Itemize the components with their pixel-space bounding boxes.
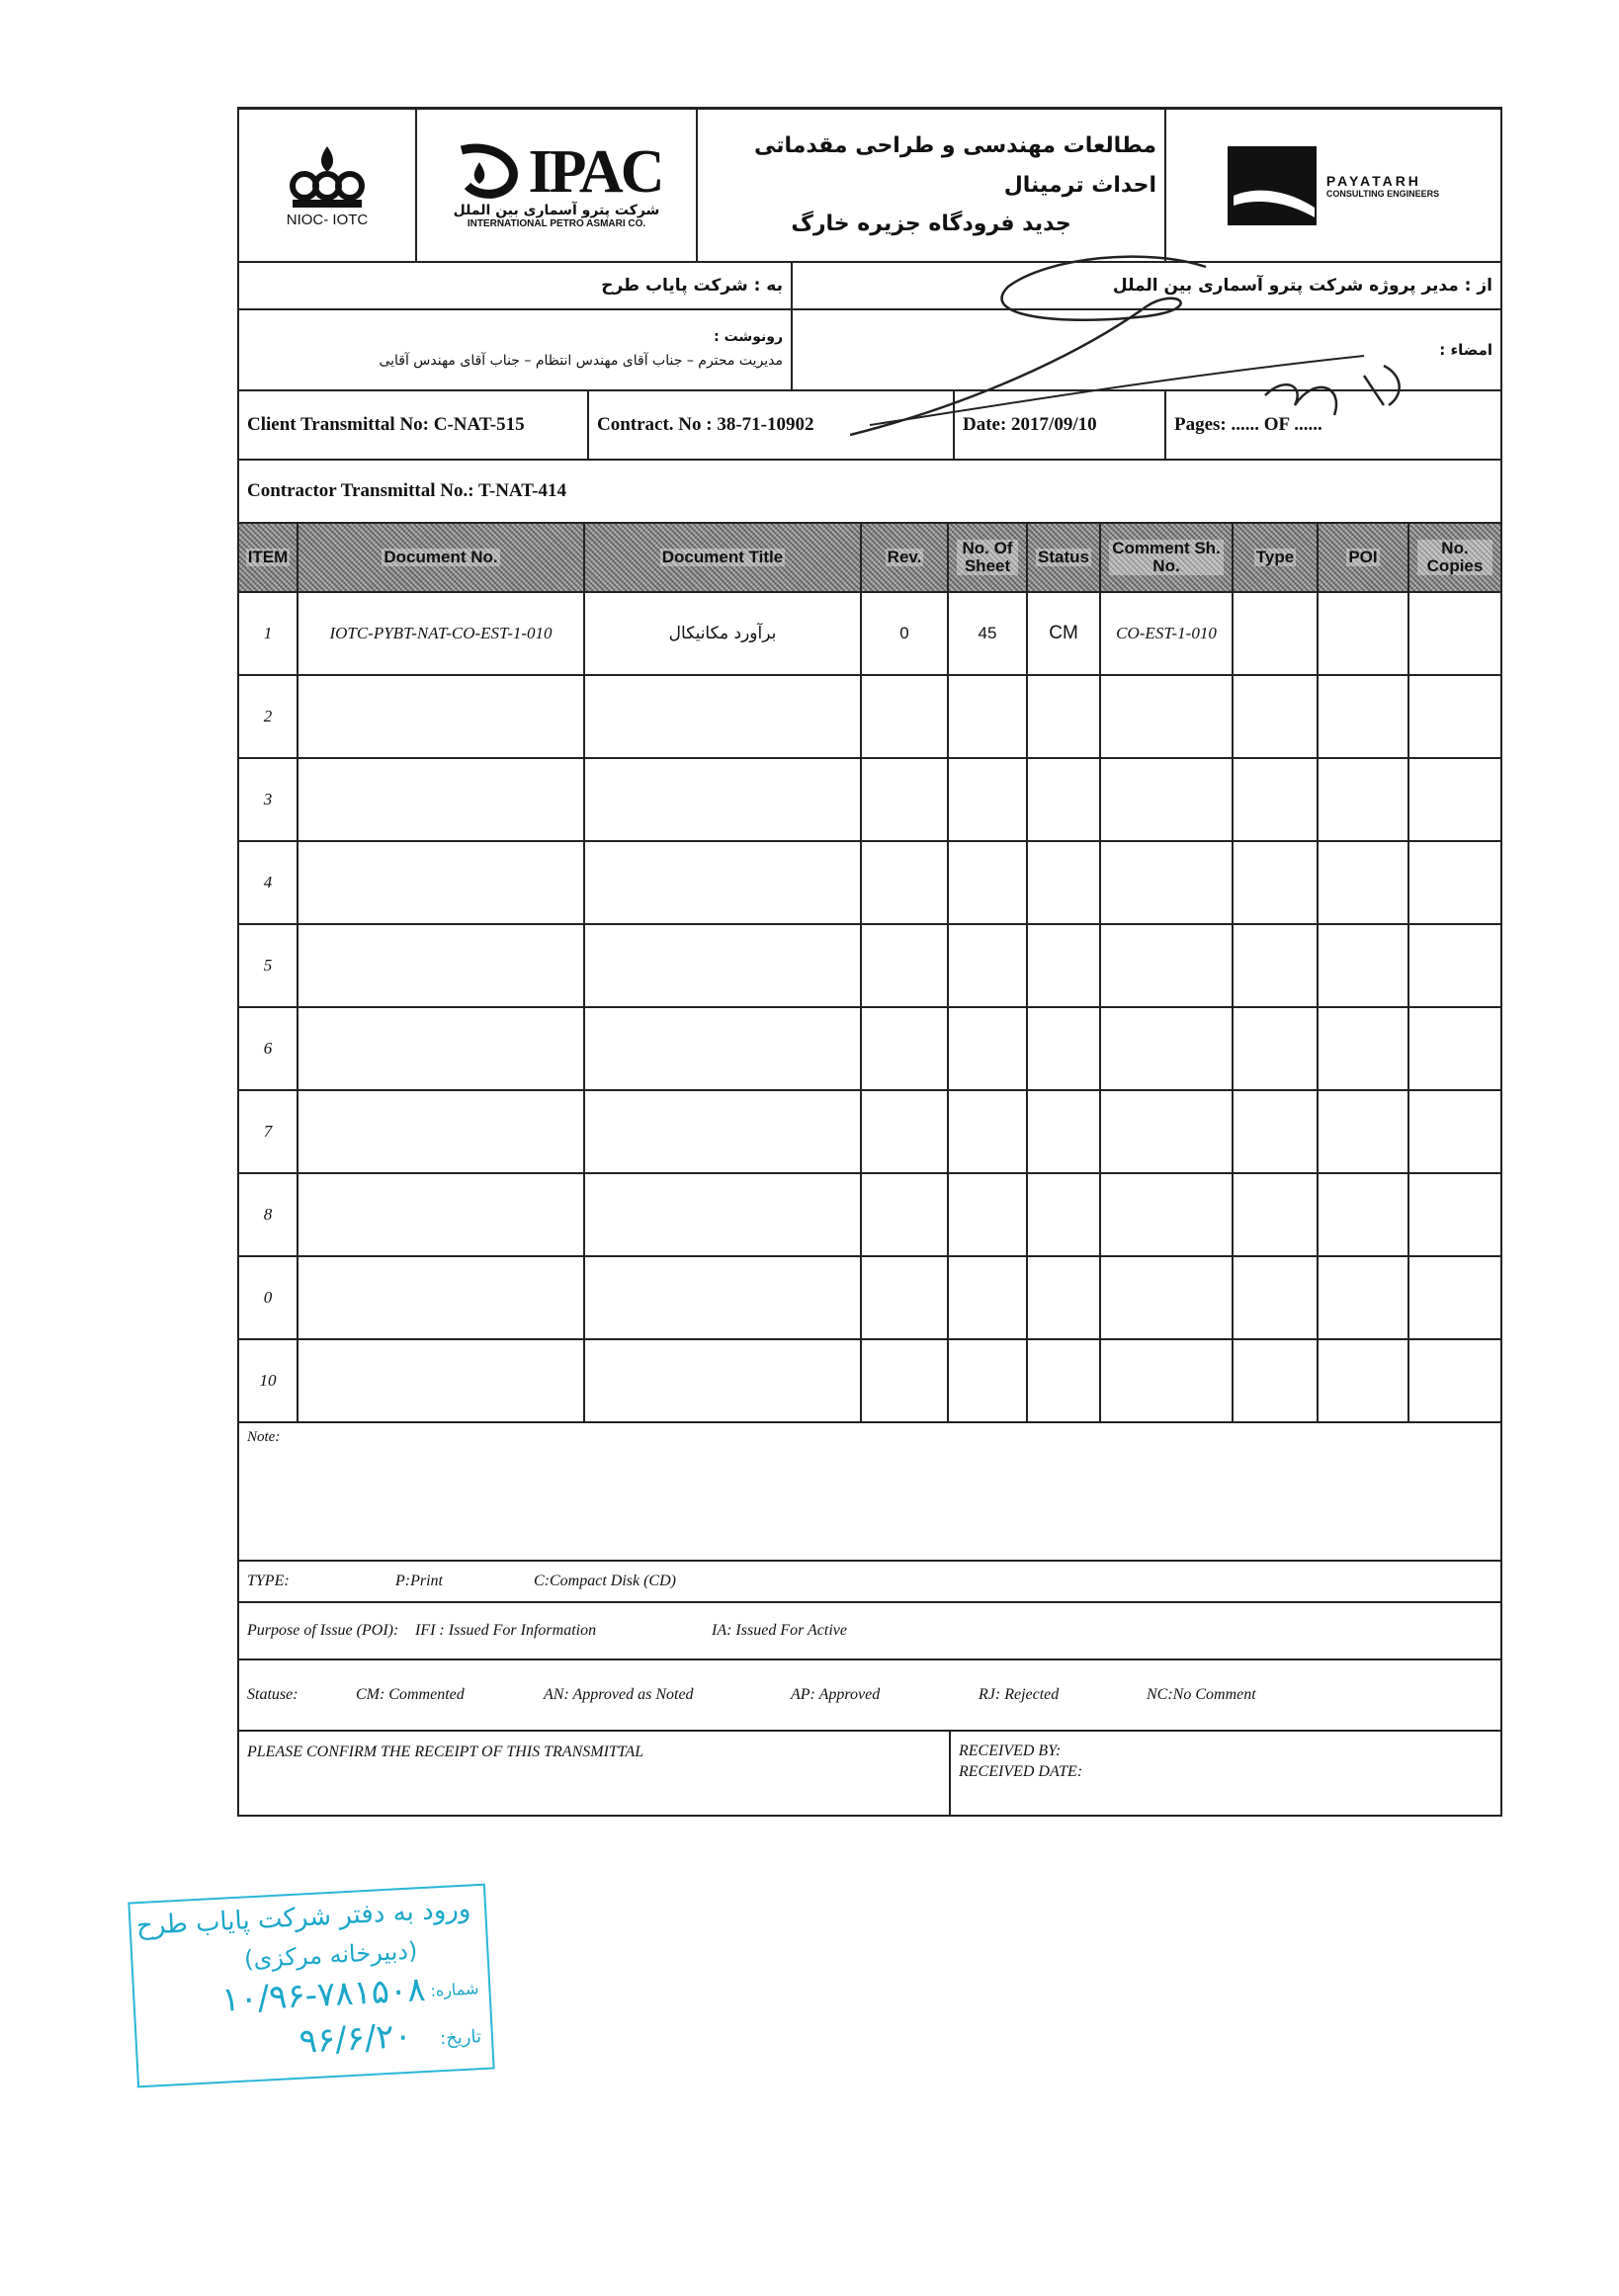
table-row [237,1257,1502,1340]
cell-sheets [949,1257,1028,1338]
status-rj: RJ: Rejected [979,1686,1060,1703]
cell-document-title [585,676,862,757]
cell-document-no [298,1340,585,1421]
cell-sheets [949,842,1028,923]
col-item: ITEM [239,524,298,591]
cell-document-no [298,925,585,1006]
cell-document-no [298,1091,585,1172]
cell-document-no [298,759,585,840]
cell-item: 6 [239,1008,298,1089]
cell-document-no [298,1008,585,1089]
table-row [237,1008,1502,1091]
col-comment-sh-no: Comment Sh. No. [1101,524,1234,591]
poi-ifi: IFI : Issued For Information [415,1622,597,1639]
cell-copies [1409,593,1500,674]
cell-type [1234,676,1319,757]
poi-ia: IA: Issued For Active [712,1622,847,1639]
cell-document-title: برآورد مکانیکال [585,593,862,674]
ipac-fa-name: شرکت پترو آسماری بین الملل [453,203,660,218]
cell-status [1028,1257,1101,1338]
col-no-of-sheet: No. Of Sheet [949,524,1028,591]
cell-comment-sh [1101,925,1234,1006]
pages-count: Pages: ...... OF ...... [1174,414,1322,435]
cell-item: 1 [239,593,298,674]
confirm-row [237,1732,1502,1817]
cell-copies [1409,1257,1500,1338]
signature-label: امضاء : [1439,341,1492,359]
payatarh-logo-cell [1166,110,1500,261]
cell-comment-sh [1101,1340,1234,1421]
received-block [951,1732,1500,1815]
cell-poi [1319,842,1409,923]
table-body [237,593,1502,1423]
type-legend-row [237,1562,1502,1603]
cell-type [1234,1008,1319,1089]
cell-comment-sh [1101,676,1234,757]
cell-type [1234,925,1319,1006]
cell-rev [862,676,949,757]
cell-sheets [949,925,1028,1006]
cell-type [1234,759,1319,840]
cell-document-title [585,842,862,923]
cell-item: 2 [239,676,298,757]
table-row [237,925,1502,1008]
stamp-number-value: ۱۰/۹۶-۷۸۱۵۰۸ [220,1969,427,2020]
cell-item: 3 [239,759,298,840]
cell-poi [1319,1008,1409,1089]
project-title-cell [698,110,1166,261]
nioc-logo-cell [239,110,417,261]
cell-rev [862,1257,949,1338]
ipac-logo-cell [417,110,698,261]
table-header-row [237,524,1502,593]
cell-sheets [949,1091,1028,1172]
cell-poi [1319,593,1409,674]
cell-rev: 0 [862,593,949,674]
nioc-logo-text: NIOC- IOTC [286,212,369,228]
cell-item: 5 [239,925,298,1006]
cell-poi [1319,676,1409,757]
cell-comment-sh [1101,1008,1234,1089]
cell-copies [1409,925,1500,1006]
stamp-line1: ورود به دفتر شرکت پایاب طرح [135,1894,471,1942]
cc-label: رونوشت : [714,329,783,346]
cell-sheets [949,759,1028,840]
cell-rev [862,1091,949,1172]
cell-document-title [585,925,862,1006]
cell-rev [862,759,949,840]
cell-type [1234,1340,1319,1421]
cell-sheets: 45 [949,593,1028,674]
cell-document-title [585,1174,862,1255]
table-row [237,842,1502,925]
cell-item: 8 [239,1174,298,1255]
cell-status: CM [1028,593,1101,674]
cell-poi [1319,1340,1409,1421]
cell-poi [1319,1174,1409,1255]
project-title-line2: جدید فرودگاه جزیره خارگ [791,212,1071,237]
cell-document-no [298,1174,585,1255]
received-date: RECEIVED DATE: [959,1762,1083,1780]
cell-type [1234,593,1319,674]
stamp-number-label: شماره: [429,1979,479,2000]
cell-rev [862,1174,949,1255]
cell-poi [1319,1091,1409,1172]
cell-document-no: IOTC-PYBT-NAT-CO-EST-1-010 [298,593,585,674]
contract-number: Contract. No : 38-71-10902 [589,391,955,459]
table-row [237,1091,1502,1174]
table-row [237,593,1502,676]
cell-document-title [585,759,862,840]
ipac-drop-icon [452,142,523,202]
note-row [237,1423,1502,1562]
type-cd: C:Compact Disk (CD) [534,1573,676,1589]
cell-copies [1409,1174,1500,1255]
cell-document-title [585,1008,862,1089]
stamp-date-value: ۹۶/۶/۲۰ [298,2015,413,2062]
cell-rev [862,1008,949,1089]
stamp-line2: (دبیرخانه مرکزی) [243,1936,419,1974]
confirm-text: PLEASE CONFIRM THE RECEIPT OF THIS TRANSMITTAL [239,1732,951,1815]
cell-document-no [298,676,585,757]
cell-copies [1409,676,1500,757]
cell-sheets [949,1008,1028,1089]
cell-document-no [298,842,585,923]
nioc-logo-icon [283,142,372,212]
cell-status [1028,925,1101,1006]
cell-item: 0 [239,1257,298,1338]
to-field: به : شرکت پایاب طرح [239,263,793,308]
cell-copies [1409,842,1500,923]
table-row [237,1174,1502,1257]
cell-rev [862,925,949,1006]
cell-sheets [949,676,1028,757]
ipac-logo-text: IPAC [528,138,662,206]
col-rev: Rev. [862,524,949,591]
note-label: Note: [247,1429,281,1445]
col-status: Status [1028,524,1101,591]
status-nc: NC:No Comment [1147,1686,1256,1703]
payatarh-sub: CONSULTING ENGINEERS [1325,188,1440,199]
transmittal-date: Date: 2017/09/10 [955,391,1166,459]
cell-document-title [585,1340,862,1421]
status-legend [239,1660,1500,1730]
cell-type [1234,1257,1319,1338]
table-row [237,759,1502,842]
cell-comment-sh [1101,842,1234,923]
handwritten-signature [850,247,1443,445]
cell-type [1234,842,1319,923]
header-row [237,107,1502,263]
cell-document-no [298,1257,585,1338]
cell-status [1028,1008,1101,1089]
poi-legend [239,1603,1500,1658]
cell-status [1028,676,1101,757]
cell-comment-sh [1101,1174,1234,1255]
cell-status [1028,1340,1101,1421]
ipac-en-name: INTERNATIONAL PETRO ASMARI CO. [467,218,646,229]
contractor-transmittal-row [237,461,1502,524]
cell-status [1028,842,1101,923]
table-row [237,676,1502,759]
from-field: از : مدیر پروژه شرکت پترو آسماری بین الملل [1112,276,1492,296]
cell-document-title [585,1257,862,1338]
cell-copies [1409,1340,1500,1421]
type-label: TYPE: [247,1573,290,1589]
cell-comment-sh [1101,1091,1234,1172]
poi-legend-row [237,1603,1502,1660]
col-document-title: Document Title [585,524,862,591]
cc-text: مدیریت محترم – جناب آقای مهندس انتظام – جناب آقای مهندس آقایی [379,353,783,369]
client-transmittal: Client Transmittal No: C-NAT-515 [239,391,589,459]
cell-comment-sh [1101,759,1234,840]
cell-poi [1319,925,1409,1006]
cell-copies [1409,1091,1500,1172]
received-by: RECEIVED BY: [959,1743,1062,1759]
cell-status [1028,1174,1101,1255]
stamp-date-label: تاریخ: [439,2026,482,2050]
cell-document-title [585,1091,862,1172]
status-legend-row [237,1660,1502,1732]
cell-type [1234,1174,1319,1255]
cell-comment-sh [1101,1257,1234,1338]
col-no-copies: No. Copies [1409,524,1500,591]
status-ap: AP: Approved [791,1686,881,1703]
table-row [237,1340,1502,1423]
col-type: Type [1234,524,1319,591]
cell-item: 10 [239,1340,298,1421]
type-print: P:Print [395,1573,443,1589]
cell-item: 7 [239,1091,298,1172]
cell-comment-sh: CO-EST-1-010 [1101,593,1234,674]
cell-status [1028,759,1101,840]
cc-field [239,310,793,389]
cell-copies [1409,759,1500,840]
payatarh-logo-icon [1228,146,1317,225]
cell-item: 4 [239,842,298,923]
status-cm: CM: Commented [356,1686,465,1703]
status-an: AN: Approved as Noted [544,1686,694,1703]
cell-sheets [949,1340,1028,1421]
cell-poi [1319,1257,1409,1338]
poi-label: Purpose of Issue (POI): [247,1622,399,1639]
contractor-transmittal: Contractor Transmittal No.: T-NAT-414 [247,480,566,501]
cell-copies [1409,1008,1500,1089]
status-label: Statuse: [247,1686,298,1703]
cell-status [1028,1091,1101,1172]
type-legend [239,1562,1500,1601]
cell-poi [1319,759,1409,840]
project-title-line1: مطالعات مهندسی و طراحی مقدماتی احداث ترمینال [753,133,1156,198]
col-document-no: Document No. [298,524,585,591]
payatarh-name: PAYATARH [1325,172,1421,189]
cell-rev [862,842,949,923]
cell-rev [862,1340,949,1421]
receipt-stamp [128,1884,494,2088]
cell-type [1234,1091,1319,1172]
col-poi: POI [1319,524,1409,591]
cell-sheets [949,1174,1028,1255]
